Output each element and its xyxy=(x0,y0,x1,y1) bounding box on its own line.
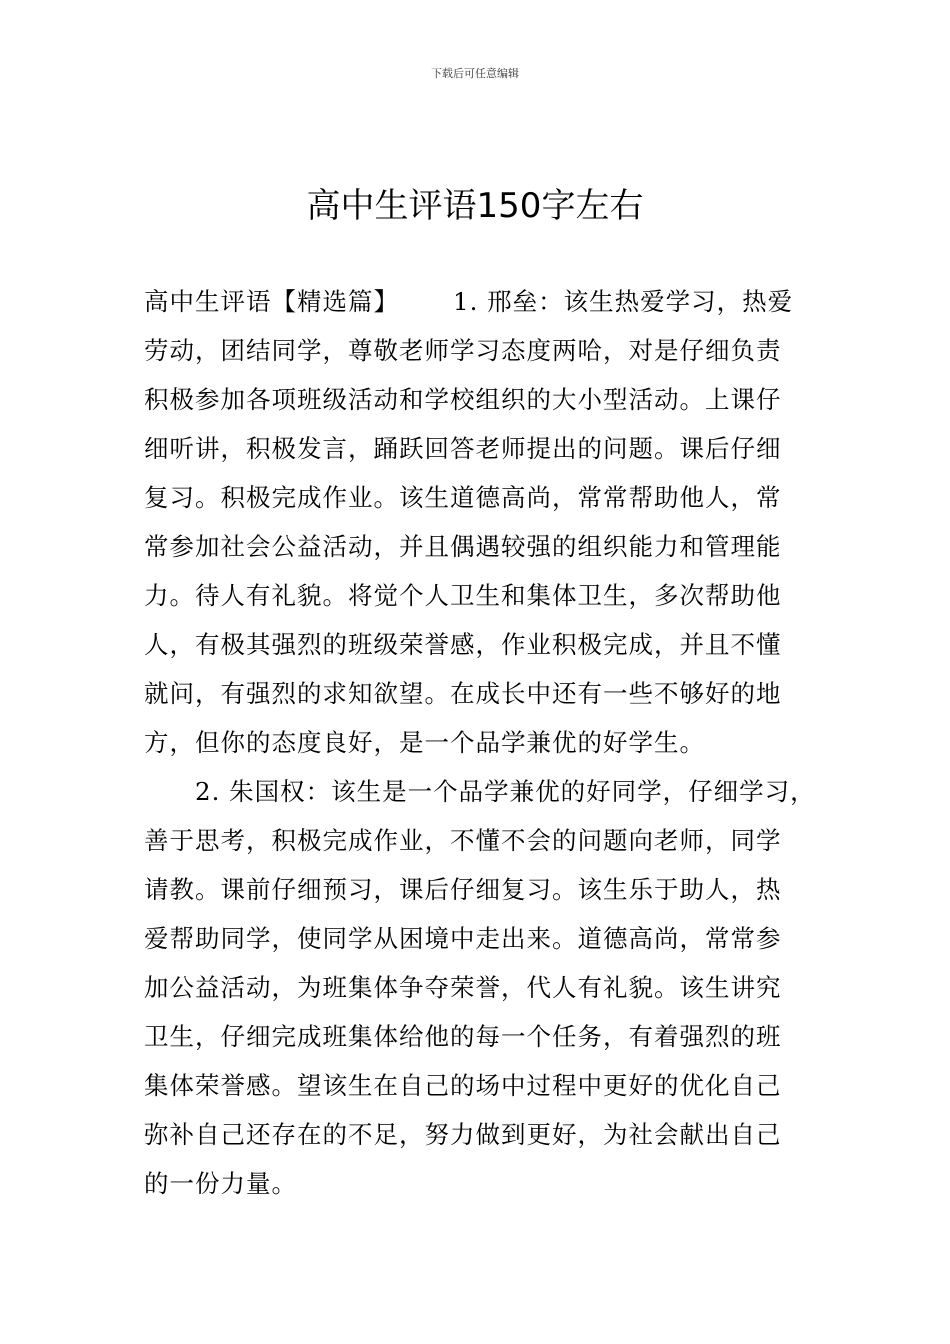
paragraph-line: 请教。课前仔细预习，课后仔细复习。该生乐于助人，热 xyxy=(144,875,782,904)
paragraph-line: 爱帮助同学，使同学从困境中走出来。道德高尚，常常参 xyxy=(144,924,782,953)
header-note: 下载后可任意编辑 xyxy=(431,67,519,80)
paragraph-line: 积极参加各项班级活动和学校组织的大小型活动。上课仔 xyxy=(144,385,782,414)
paragraph-line: 细听讲，积极发言，踊跃回答老师提出的问题。课后仔细 xyxy=(144,434,782,463)
paragraph-line: 力。待人有礼貌。将觉个人卫生和集体卫生，多次帮助他 xyxy=(144,581,782,610)
paragraph-line: 就问，有强烈的求知欲望。在成长中还有一些不够好的地 xyxy=(144,679,782,708)
paragraph-line: 弥补自己还存在的不足，努力做到更好，为社会献出自己 xyxy=(144,1120,782,1149)
paragraph-line: 的一份力量。 xyxy=(144,1169,297,1198)
paragraph-line: 卫生，仔细完成班集体给他的每一个任务，有着强烈的班 xyxy=(144,1022,782,1051)
paragraph-line: 人，有极其强烈的班级荣誉感，作业积极完成，并且不懂 xyxy=(144,630,782,659)
paragraph-line: 集体荣誉感。望该生在自己的场中过程中更好的优化自己 xyxy=(144,1071,782,1100)
paragraph-line xyxy=(144,277,814,326)
paragraph-line: 劳动，团结同学，尊敬老师学习态度两哈，对是仔细负责 xyxy=(144,336,782,365)
body-text xyxy=(144,277,814,1208)
paragraph-line: 善于思考，积极完成作业，不懂不会的问题向老师，同学 xyxy=(144,826,782,855)
page-title: 高中生评语150字左右 xyxy=(306,186,644,226)
paragraph-line: 2. 朱国权：该生是一个品学兼优的好同学，仔细学习， xyxy=(144,777,816,806)
section-label: 高中生评语【精选篇】 xyxy=(144,287,399,316)
paragraph-line: 常参加社会公益活动，并且偶遇较强的组织能力和管理能 xyxy=(144,532,782,561)
paragraph-line: 方，但你的态度良好，是一个品学兼优的好学生。 xyxy=(144,728,705,757)
paragraph-line: 复习。积极完成作业。该生道德高尚，常常帮助他人，常 xyxy=(144,483,782,512)
paragraph-text: 1. 邢垒：该生热爱学习，热爱 xyxy=(453,287,794,316)
paragraph-line: 加公益活动，为班集体争夺荣誉，代人有礼貌。该生讲究 xyxy=(144,973,782,1002)
